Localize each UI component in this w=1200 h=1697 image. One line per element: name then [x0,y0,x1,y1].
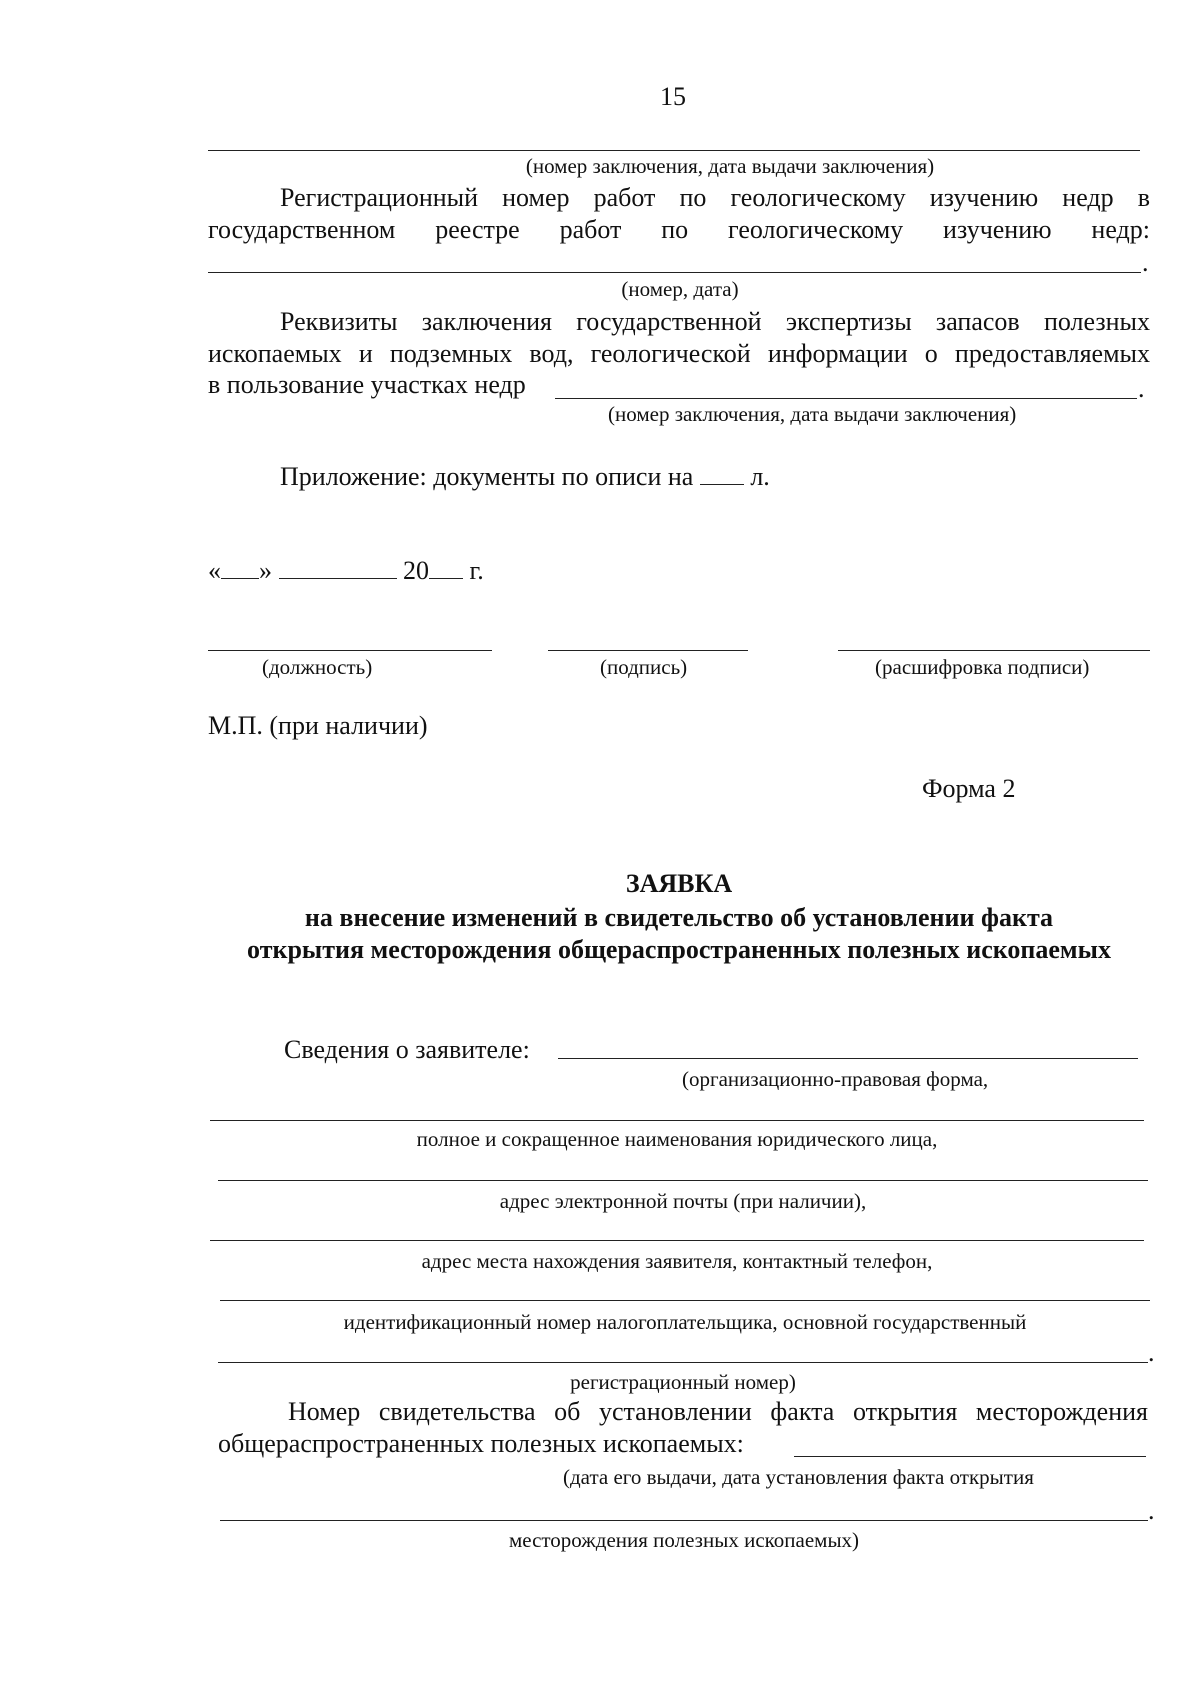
signature-decoding-line [838,650,1150,651]
day-field [221,556,259,579]
applicant-label: Сведения о заявителе: [284,1035,530,1064]
caption-signature: (подпись) [600,655,688,679]
requisites-paragraph-line-2: ископаемых и подземных вод, геологической информации о предоставляемых [208,339,1150,368]
caption-email: адрес электронной почты (при наличии), [499,1189,867,1213]
blank-line [208,150,1140,151]
signature-line [548,650,748,651]
open-quote: « [208,556,221,585]
position-line [208,650,492,651]
stamp-label: М.П. (при наличии) [208,711,428,740]
applicant-email-field [218,1180,1148,1181]
period: . [1138,374,1145,403]
caption-position: (должность) [262,655,373,679]
caption-legal-name: полное и сокращенное наименования юридического лица, [416,1127,938,1151]
attachment-prefix: Приложение: документы по описи на [280,462,694,491]
caption-certificate-2: месторождения полезных ископаемых) [508,1528,860,1552]
caption-org-form: (организационно-правовая форма, [682,1067,989,1091]
close-quote: » [259,556,272,585]
requisites-paragraph-line-1: Реквизиты заключения государственной экспертизы запасов полезных [280,307,1150,336]
applicant-inn-field [220,1300,1150,1301]
applicant-name-field [210,1120,1144,1121]
year-prefix: 20 [403,556,429,585]
period: . [1148,1496,1155,1525]
caption-inn: идентификационный номер налогоплательщика, основной государственный [343,1310,1027,1334]
registration-number-field [208,272,1141,273]
date-line [208,556,484,586]
caption-ogrn: регистрационный номер) [570,1370,796,1394]
caption-signature-decoding: (расшифровка подписи) [875,655,1090,679]
applicant-ogrn-field [218,1362,1148,1363]
form-label: Форма 2 [922,774,1016,803]
attachment-pages-field [700,462,744,485]
certificate-date-field [220,1520,1148,1521]
registration-paragraph-line-2: государственном реестре работ по геологическому изучению недр: [208,215,1150,244]
applicant-field [558,1058,1138,1059]
month-field [279,556,397,579]
form-subtitle-line-2: открытия месторождения общераспространенных полезных ископаемых [247,935,1111,964]
form-title: ЗАЯВКА [625,869,733,898]
certificate-paragraph-line-2: общераспространенных полезных ископаемых: [218,1429,744,1458]
page-number: 15 [660,82,686,111]
caption-address: адрес места нахождения заявителя, контактный телефон, [421,1249,933,1273]
registration-paragraph-line-1: Регистрационный номер работ по геологическому изучению недр в [280,183,1150,212]
period: . [1142,248,1149,277]
certificate-paragraph-line-1: Номер свидетельства об установлении факта открытия месторождения [288,1397,1148,1426]
form-subtitle-line-1: на внесение изменений в свидетельство об установлении факта [304,903,1054,932]
year-suffix: г. [469,556,484,585]
caption-number-date: (номер, дата) [621,277,739,301]
caption-requisites: (номер заключения, дата выдачи заключения) [608,402,1017,426]
year-field [429,556,463,579]
caption-certificate-1: (дата его выдачи, дата установления факта открытия [563,1465,1034,1489]
attachment-suffix: л. [750,462,770,491]
requisites-paragraph-line-3: в пользование участках недр [208,370,526,399]
requisites-field [555,398,1137,399]
certificate-number-field [794,1456,1146,1457]
applicant-address-field [210,1240,1144,1241]
caption-conclusion-number: (номер заключения, дата выдачи заключения) [525,154,935,178]
attachment-line [280,462,770,492]
period: . [1148,1338,1155,1367]
